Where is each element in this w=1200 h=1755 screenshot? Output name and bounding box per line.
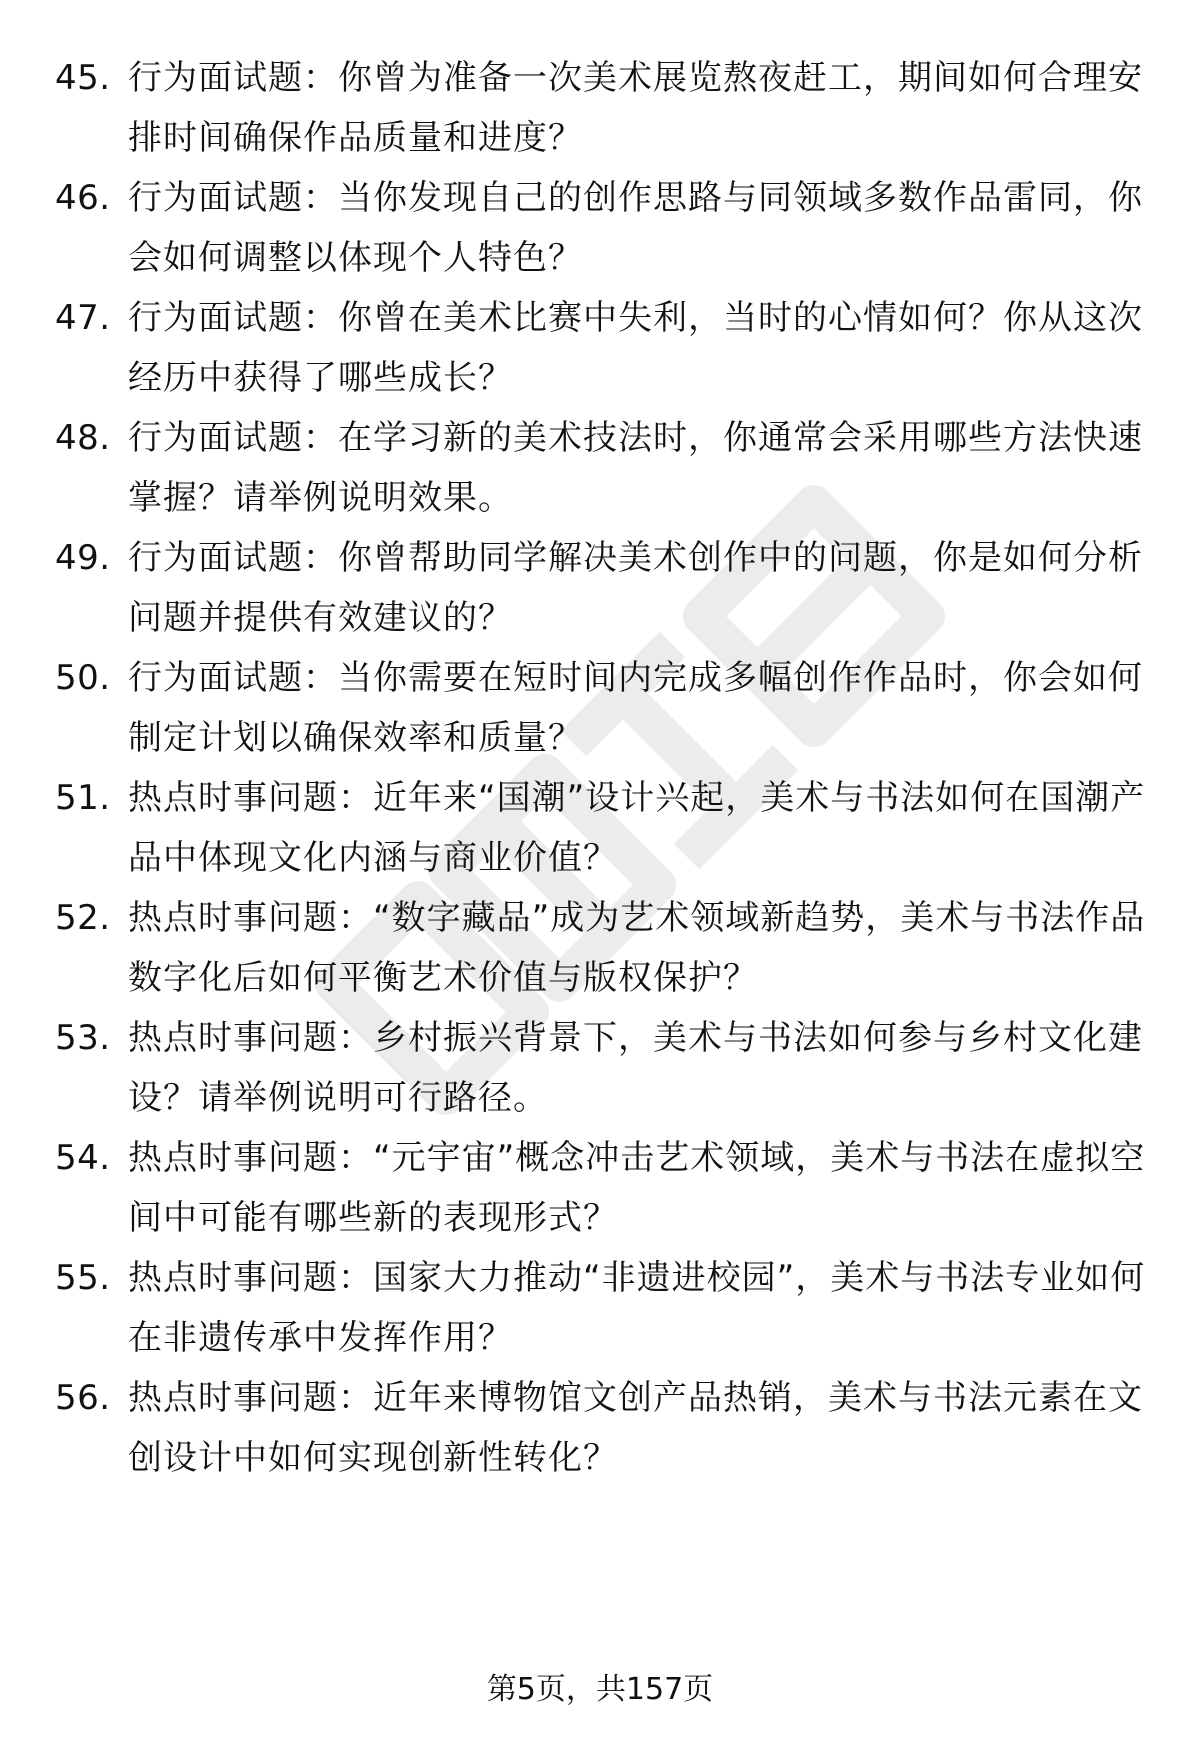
question-item — [0, 1368, 1200, 1488]
question-number: 56. — [55, 1378, 111, 1418]
question-text: 行为面试题：你曾在美术比赛中失利，当时的心情如何？你从这次经历中获得了哪些成长？ — [128, 298, 1143, 398]
question-text: 行为面试题：当你发现自己的创作思路与同领域多数作品雷同，你会如何调整以体现个人特色？ — [128, 178, 1143, 278]
page-number-footer: 第5页，共157页 — [486, 1672, 714, 1707]
question-item — [0, 288, 1200, 408]
question-text: 行为面试题：在学习新的美术技法时，你通常会采用哪些方法快速掌握？请举例说明效果。 — [128, 418, 1143, 518]
question-number: 48. — [55, 418, 111, 458]
question-item — [0, 768, 1200, 888]
question-text: 热点时事问题：“数字藏品”成为艺术领域新趋势，美术与书法作品数字化后如何平衡艺术价值与版权保护？ — [128, 898, 1146, 998]
question-text: 热点时事问题：国家大力推动“非遗进校园”，美术与书法专业如何在非遗传承中发挥作用？ — [128, 1258, 1146, 1358]
question-text: 行为面试题：当你需要在短时间内完成多幅创作作品时，你会如何制定计划以确保效率和质量？ — [128, 658, 1143, 758]
question-number: 55. — [55, 1258, 111, 1298]
question-item — [0, 888, 1200, 1008]
question-number: 50. — [55, 658, 111, 698]
question-text: 行为面试题：你曾帮助同学解决美术创作中的问题，你是如何分析问题并提供有效建议的？ — [128, 538, 1143, 638]
question-text: 热点时事问题：近年来博物馆文创产品热销，美术与书法元素在文创设计中如何实现创新性转化？ — [128, 1378, 1143, 1478]
question-item — [0, 408, 1200, 528]
question-number: 49. — [55, 538, 111, 578]
question-number: 53. — [55, 1018, 111, 1058]
question-text: 行为面试题：你曾为准备一次美术展览熬夜赶工，期间如何合理安排时间确保作品质量和进度？ — [128, 58, 1143, 158]
question-text: 热点时事问题：近年来“国潮”设计兴起，美术与书法如何在国潮产品中体现文化内涵与商业价值？ — [128, 778, 1146, 878]
question-number: 54. — [55, 1138, 111, 1178]
question-item — [0, 168, 1200, 288]
question-item — [0, 528, 1200, 648]
question-item — [0, 48, 1200, 168]
question-number: 47. — [55, 298, 111, 338]
question-text: 热点时事问题：乡村振兴背景下，美术与书法如何参与乡村文化建设？请举例说明可行路径。 — [128, 1018, 1143, 1118]
question-number: 51. — [55, 778, 111, 818]
question-item — [0, 1128, 1200, 1248]
question-item — [0, 648, 1200, 768]
question-item — [0, 1248, 1200, 1368]
question-number: 46. — [55, 178, 111, 218]
question-number: 52. — [55, 898, 111, 938]
question-item — [0, 1008, 1200, 1128]
question-number: 45. — [55, 58, 111, 98]
question-text: 热点时事问题：“元宇宙”概念冲击艺术领域，美术与书法在虚拟空间中可能有哪些新的表现形式？ — [128, 1138, 1146, 1238]
